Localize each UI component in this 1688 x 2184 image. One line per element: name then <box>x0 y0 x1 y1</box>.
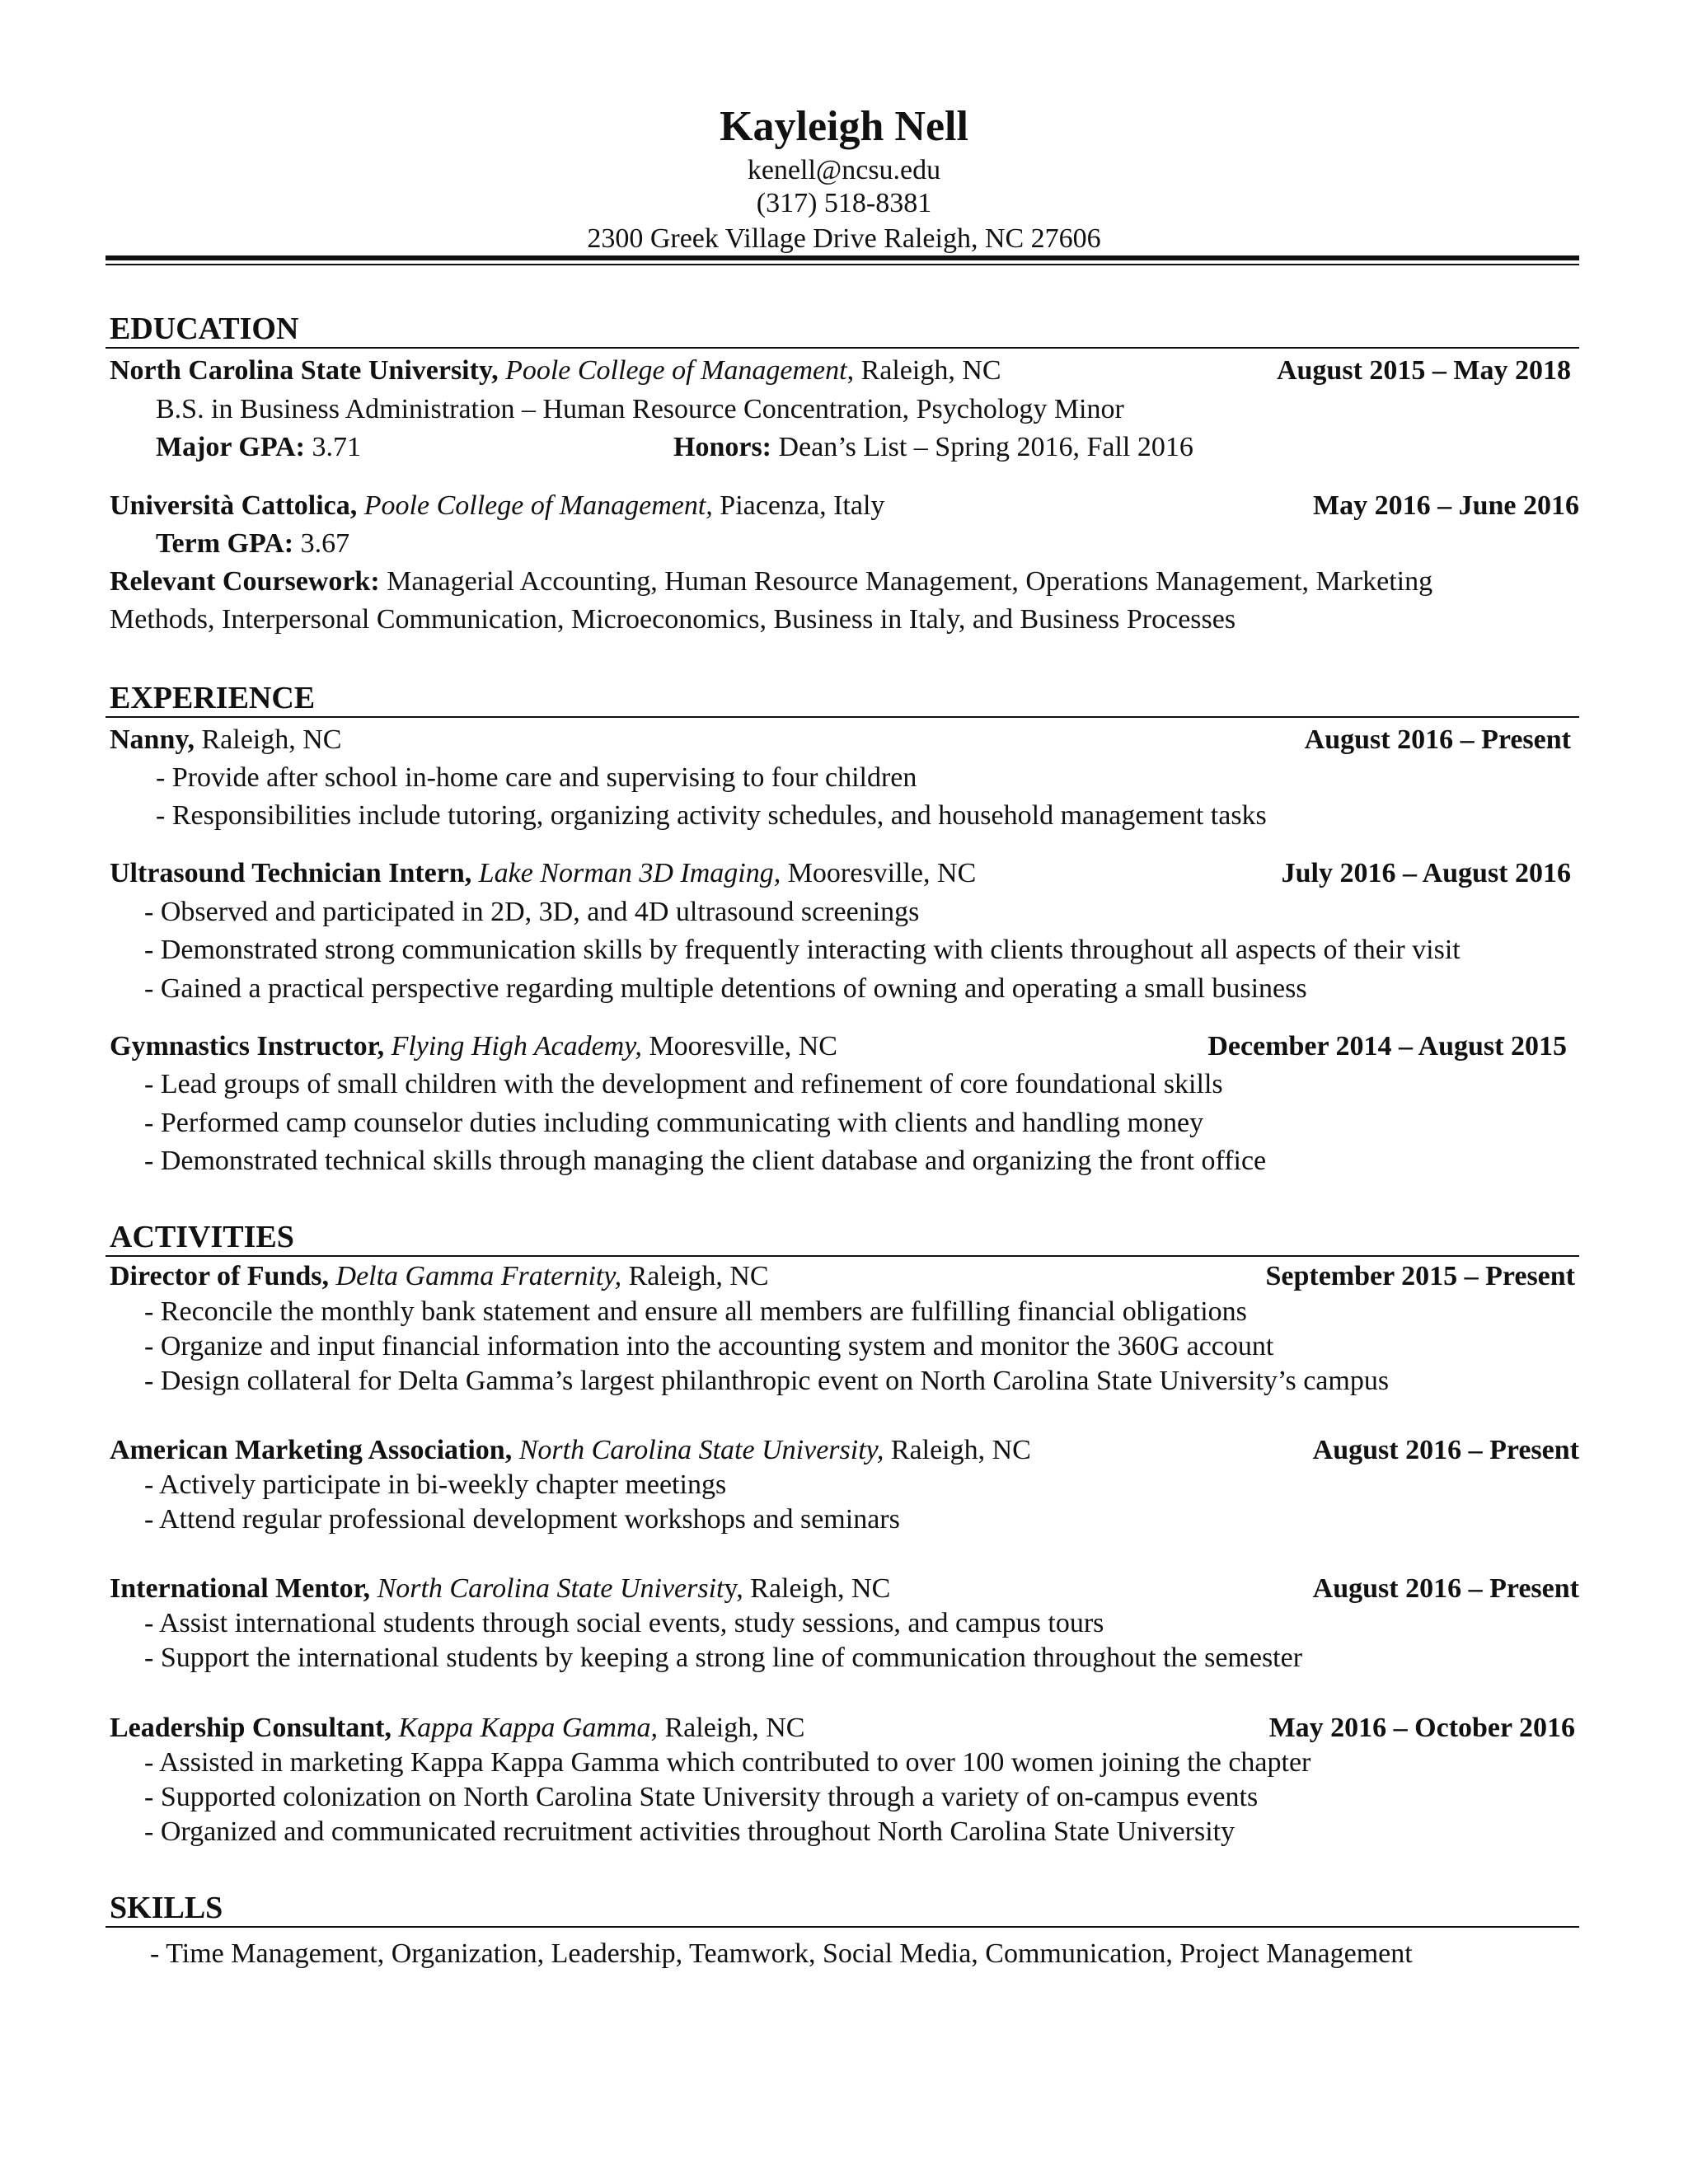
bullet: - Supported colonization on North Carolina State University through a variety of on-campus events <box>144 1782 1259 1812</box>
dates: July 2016 – August 2016 <box>1281 858 1571 888</box>
section-title-skills: SKILLS <box>110 1891 223 1925</box>
bullet: - Demonstrated technical skills through managing the client database and organizing the front office <box>144 1146 1267 1176</box>
entry-dates <box>1313 492 1579 520</box>
entry-dates <box>1207 1033 1567 1061</box>
entry-ama <box>110 1436 1031 1465</box>
location: Raleigh, NC <box>621 1261 769 1291</box>
entry-international-mentor <box>110 1575 890 1603</box>
honors-label: Honors: <box>673 432 771 462</box>
location: Raleigh, NC <box>658 1713 805 1743</box>
entry-dates <box>1269 1714 1575 1742</box>
dates: September 2015 – Present <box>1265 1261 1575 1291</box>
bullet: - Observed and participated in 2D, 3D, and 4D ultrasound screenings <box>144 897 920 927</box>
bullet: - Responsibilities include tutoring, organizing activity schedules, and household management tasks <box>156 800 1267 831</box>
entry-nanny <box>110 726 341 754</box>
header-rule-thin <box>106 264 1579 265</box>
college-name: Poole College of Management <box>505 355 847 386</box>
entry-leadership-consultant <box>110 1714 804 1742</box>
bullet: - Design collateral for Delta Gamma’s largest philanthropic event on North Carolina State University’s campus <box>144 1366 1390 1396</box>
organization: North Carolina State Universit <box>377 1573 724 1604</box>
role: American Marketing Association, <box>110 1435 513 1465</box>
section-title-education: EDUCATION <box>110 312 299 346</box>
dates: August 2015 – May 2018 <box>1276 355 1571 386</box>
coursework-label: Relevant Coursework: <box>110 566 380 597</box>
bullet: - Support the international students by keeping a strong line of communication throughout the semester <box>144 1643 1303 1673</box>
email: kenell@ncsu.edu <box>747 155 941 185</box>
bullet: - Performed camp counselor duties including communicating with clients and handling money <box>144 1108 1204 1138</box>
phone: (317) 518-8381 <box>756 188 932 218</box>
bullet: - Reconcile the monthly bank statement and ensure all members are fulfilling financial obligations <box>144 1296 1247 1327</box>
bullet: - Assisted in marketing Kappa Kappa Gamma which contributed to over 100 women joining the chapter <box>144 1747 1311 1778</box>
section-rule <box>106 1926 1579 1928</box>
entry-dates <box>1265 1263 1575 1291</box>
gpa-value: 3.67 <box>293 528 350 559</box>
bullet: - Provide after school in-home care and supervising to four children <box>156 762 917 793</box>
entry-dates <box>1305 726 1571 754</box>
school-name: North Carolina State University, <box>110 355 499 386</box>
entry-ncsu <box>110 357 1001 385</box>
section-rule <box>106 347 1579 349</box>
header-rule-thick <box>106 255 1579 260</box>
location: Piacenza, Italy <box>712 490 885 521</box>
organization: Delta Gamma Fraternity, <box>335 1261 622 1291</box>
location: Raleigh, NC <box>884 1435 1031 1465</box>
location: , Raleigh, NC <box>846 355 1001 386</box>
candidate-name: Kayleigh Nell <box>720 103 968 150</box>
role: Director of Funds, <box>110 1261 330 1291</box>
section-rule <box>106 1255 1579 1257</box>
entry-cattolica <box>110 492 884 520</box>
major-gpa <box>156 434 361 462</box>
coursework-line-2: Methods, Interpersonal Communication, Microeconomics, Business in Italy, and Business Processes <box>110 604 1236 635</box>
location: Mooresville, NC <box>641 1031 837 1062</box>
entry-ultrasound <box>110 860 976 888</box>
dates: December 2014 – August 2015 <box>1207 1031 1567 1062</box>
role: Nanny, <box>110 724 195 755</box>
dates: August 2016 – Present <box>1304 724 1571 755</box>
entry-dates <box>1313 1575 1579 1603</box>
dates: May 2016 – June 2016 <box>1313 490 1579 521</box>
degree: B.S. in Business Administration – Human Resource Concentration, Psychology Minor <box>156 394 1124 424</box>
bullet: - Assist international students through social events, study sessions, and campus tours <box>144 1608 1104 1638</box>
school-name: Università Cattolica, <box>110 490 358 521</box>
gpa-value: 3.71 <box>304 432 361 462</box>
section-title-experience: EXPERIENCE <box>110 681 316 715</box>
address: 2300 Greek Village Drive Raleigh, NC 27606 <box>587 223 1101 254</box>
role: Leadership Consultant, <box>110 1713 392 1743</box>
honors <box>673 434 1193 462</box>
dates: May 2016 – October 2016 <box>1268 1713 1575 1743</box>
dates: August 2016 – Present <box>1312 1435 1579 1465</box>
organization: Flying High Academy, <box>391 1031 642 1062</box>
role: Gymnastics Instructor, <box>110 1031 385 1062</box>
organization: Lake Norman 3D Imaging, <box>478 858 781 888</box>
section-title-activities: ACTIVITIES <box>110 1220 294 1254</box>
bullet: - Lead groups of small children with the development and refinement of core foundational skills <box>144 1069 1223 1099</box>
bullet: - Actively participate in bi-weekly chapter meetings <box>144 1469 727 1500</box>
bullet: - Gained a practical perspective regarding multiple detentions of owning and operating a small business <box>144 973 1307 1004</box>
location: Raleigh, NC <box>195 724 342 755</box>
entry-director-of-funds <box>110 1263 769 1291</box>
term-gpa <box>156 530 349 558</box>
gpa-label: Term GPA: <box>156 528 294 559</box>
organization: North Carolina State University, <box>518 1435 884 1465</box>
bullet: - Organized and communicated recruitment activities throughout North Carolina State University <box>144 1816 1236 1847</box>
location: Mooresville, NC <box>781 858 977 888</box>
bullet: - Demonstrated strong communication skills by frequently interacting with clients throughout all aspects of their visit <box>144 935 1461 965</box>
organization: Kappa Kappa Gamma, <box>398 1713 658 1743</box>
gpa-label: Major GPA: <box>156 432 305 462</box>
skills-list: - Time Management, Organization, Leadership, Teamwork, Social Media, Communication, Project Management <box>150 1938 1413 1969</box>
coursework-text: Managerial Accounting, Human Resource Management, Operations Management, Marketing <box>379 566 1433 597</box>
coursework-line-1 <box>110 568 1432 596</box>
entry-dates <box>1277 357 1571 385</box>
entry-gymnastics <box>110 1033 837 1061</box>
honors-value: Dean’s List – Spring 2016, Fall 2016 <box>771 432 1193 462</box>
role: International Mentor, <box>110 1573 371 1604</box>
role: Ultrasound Technician Intern, <box>110 858 472 888</box>
bullet: - Organize and input financial information into the accounting system and monitor the 360G account <box>144 1331 1274 1361</box>
bullet: - Attend regular professional development workshops and seminars <box>144 1504 900 1535</box>
dates: August 2016 – Present <box>1312 1573 1579 1604</box>
entry-dates <box>1282 860 1571 888</box>
entry-dates <box>1313 1436 1579 1465</box>
section-rule <box>106 716 1579 718</box>
location: y, Raleigh, NC <box>724 1573 891 1604</box>
college-name: Poole College of Management, <box>363 490 713 521</box>
